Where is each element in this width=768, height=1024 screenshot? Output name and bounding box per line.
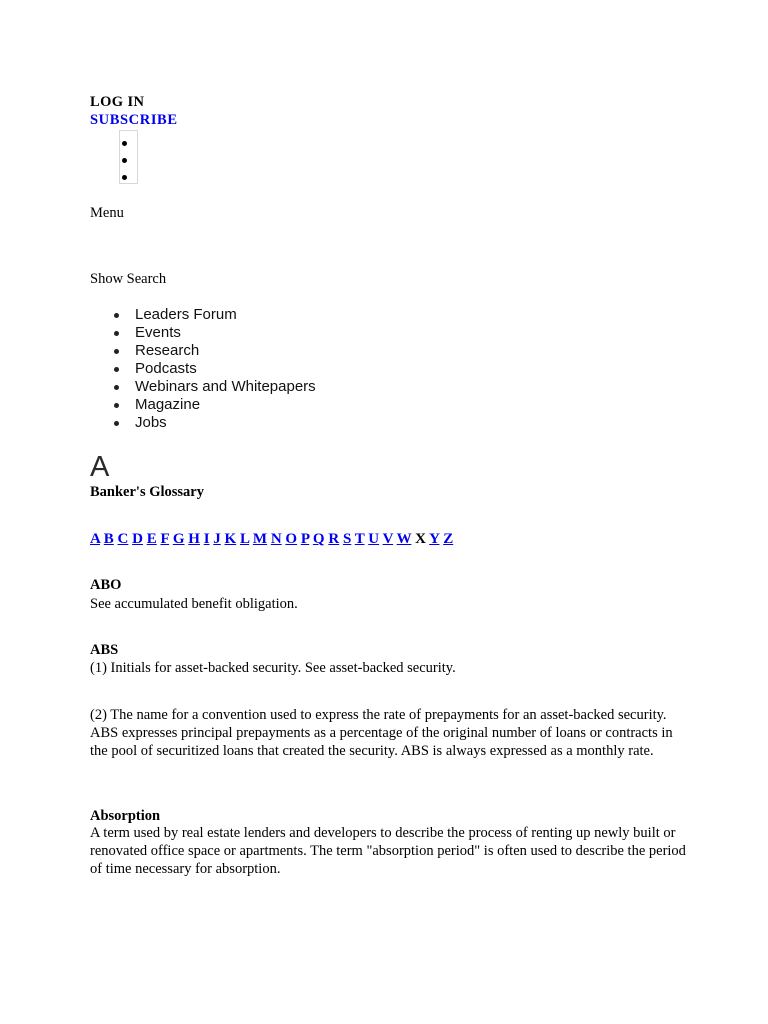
nav-item-podcasts[interactable] — [90, 360, 316, 378]
nav-item-label: Leaders Forum — [135, 306, 237, 323]
nav-item-label: Magazine — [135, 396, 201, 413]
nav-item-magazine[interactable] — [90, 396, 316, 414]
glossary-definition: A term used by real estate lenders and developers to describe the process of renting up newly built or renovated office space or apartments. The term "absorption period" is often used to describe the period of time necessary for absorption. — [90, 825, 686, 877]
letter-link-g[interactable]: G — [172, 531, 185, 547]
social-icon-2[interactable] — [122, 158, 127, 163]
letter-link-r[interactable]: R — [328, 531, 340, 547]
letter-link-k[interactable]: K — [224, 531, 237, 547]
nav-item-jobs[interactable] — [90, 414, 316, 432]
letter-link-s[interactable]: S — [342, 531, 352, 547]
nav-item-label: Research — [135, 342, 200, 359]
bullet-icon — [114, 421, 119, 426]
letter-link-n[interactable]: N — [270, 531, 282, 547]
glossary-term: Absorption — [90, 808, 161, 824]
bullet-icon — [114, 331, 119, 336]
bullet-icon — [114, 349, 119, 354]
letter-link-t[interactable]: T — [354, 531, 365, 547]
nav-item-webinars[interactable] — [90, 378, 316, 396]
nav-item-label: Podcasts — [135, 360, 197, 377]
letter-link-f[interactable]: F — [160, 531, 170, 547]
social-icon-3[interactable] — [122, 175, 127, 180]
bullet-icon — [114, 367, 119, 372]
glossary-title: Banker's Glossary — [90, 484, 204, 500]
social-icon-1[interactable] — [122, 141, 127, 146]
letter-link-e[interactable]: E — [146, 531, 157, 547]
bullet-icon — [114, 385, 119, 390]
social-links-list — [119, 130, 138, 184]
nav-item-research[interactable] — [90, 342, 316, 360]
current-letter-heading: A — [90, 451, 110, 483]
letter-link-a[interactable]: A — [90, 531, 101, 547]
glossary-term: ABO — [90, 577, 122, 593]
letter-link-i[interactable]: I — [203, 531, 210, 547]
letter-link-z[interactable]: Z — [443, 531, 454, 547]
letter-link-b[interactable]: B — [103, 531, 114, 547]
letter-link-c[interactable]: C — [117, 531, 129, 547]
letter-link-u[interactable]: U — [368, 531, 380, 547]
letter-link-w[interactable]: W — [396, 531, 412, 547]
nav-item-label: Webinars and Whitepapers — [135, 378, 316, 395]
glossary-definition: (1) Initials for asset-backed security. See asset-backed security. — [90, 660, 456, 676]
letter-link-v[interactable]: V — [382, 531, 394, 547]
glossary-term: ABS — [90, 642, 119, 658]
letter-link-d[interactable]: D — [132, 531, 143, 547]
letter-link-o[interactable]: O — [285, 531, 298, 547]
glossary-definition: See accumulated benefit obligation. — [90, 596, 298, 612]
nav-item-events[interactable] — [90, 324, 316, 342]
letter-link-h[interactable]: H — [188, 531, 200, 547]
letter-link-j[interactable]: J — [213, 531, 221, 547]
letter-link-p[interactable]: P — [300, 531, 310, 547]
nav-item-leaders-forum[interactable] — [90, 306, 316, 324]
alphabet-index — [90, 530, 453, 548]
nav-item-label: Events — [135, 324, 181, 341]
subscribe-link[interactable]: SUBSCRIBE — [90, 112, 178, 128]
letter-link-x: X — [415, 531, 426, 547]
main-nav — [90, 306, 316, 432]
letter-link-y[interactable]: Y — [429, 531, 440, 547]
bullet-icon — [114, 313, 119, 318]
login-link[interactable]: LOG IN — [90, 94, 145, 110]
letter-link-q[interactable]: Q — [312, 531, 325, 547]
menu-button[interactable]: Menu — [90, 205, 124, 221]
letter-link-l[interactable]: L — [239, 531, 250, 547]
letter-link-m[interactable]: M — [252, 531, 268, 547]
bullet-icon — [114, 403, 119, 408]
show-search-button[interactable]: Show Search — [90, 271, 167, 287]
nav-item-label: Jobs — [135, 414, 167, 431]
glossary-definition: (2) The name for a convention used to express the rate of prepayments for an asset-backed security. ABS expresses principal prepayments as a percentage of the original number of loans or contracts in the pool of securitized loans that created the security. ABS is always expressed as a monthly rate. — [90, 707, 673, 759]
